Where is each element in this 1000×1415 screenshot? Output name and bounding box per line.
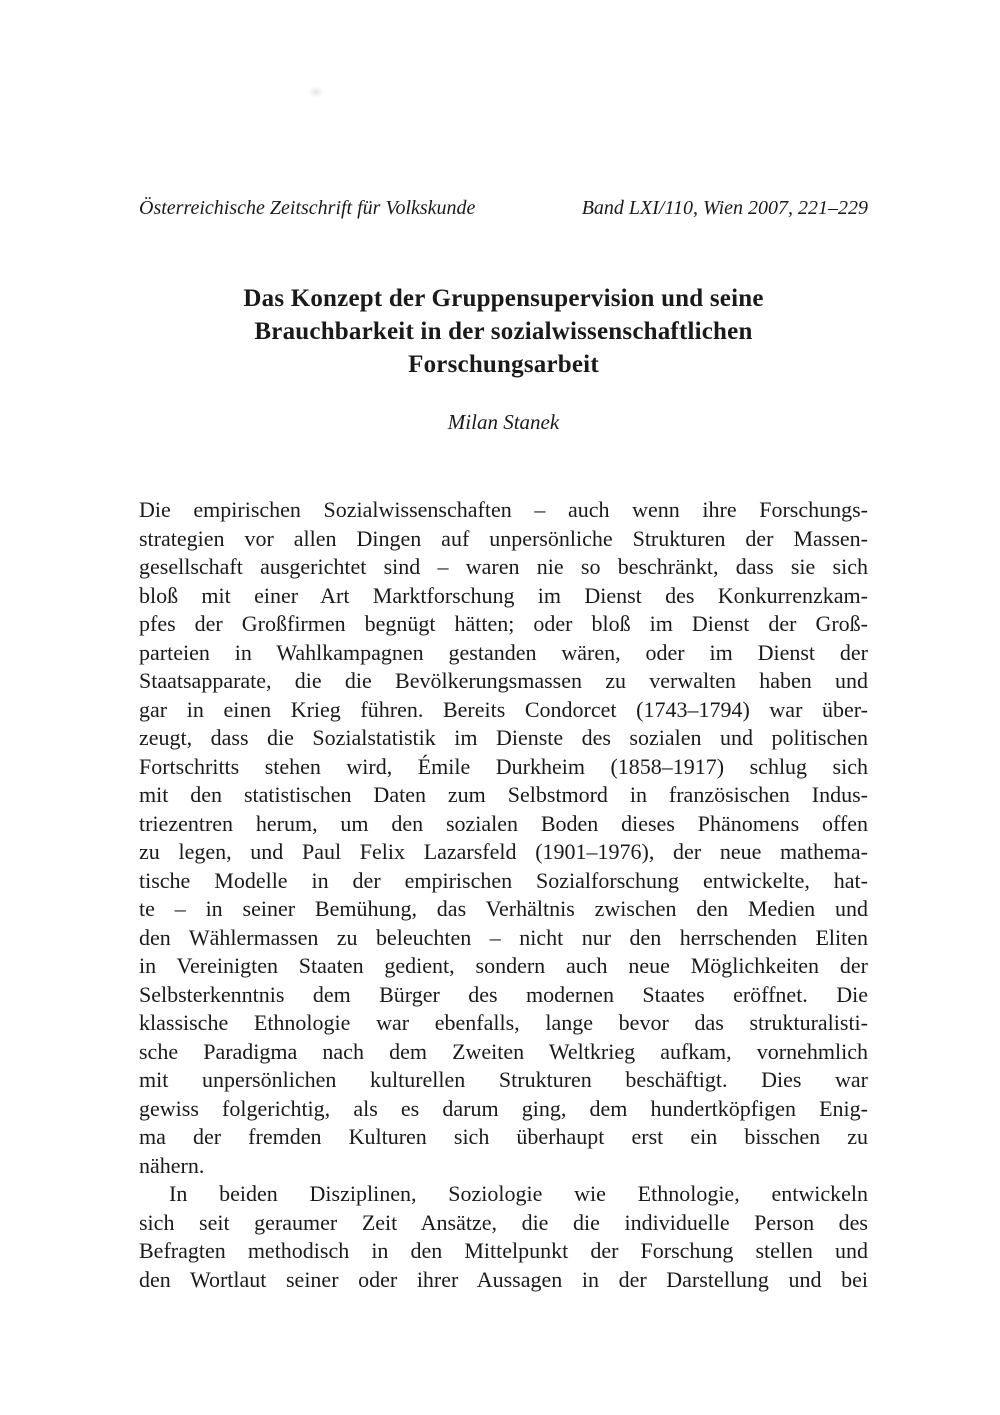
text-line: In beiden Disziplinen, Soziologie wie Ethnologie, entwickeln (169, 1181, 868, 1206)
journal-name: Österreichische Zeitschrift für Volkskunde (139, 197, 476, 219)
text-line: Selbsterkenntnis dem Bürger des modernen Staates eröffnet. Die (139, 981, 868, 1007)
title-line: Brauchbarkeit in der sozialwissenschaftlichen (254, 318, 753, 345)
text-line: te – in seiner Bemühung, das Verhältnis zwischen den Medien und (139, 896, 868, 921)
text-line: zu legen, und Paul Felix Lazarsfeld (1901–1976), der neue mathema- (139, 839, 868, 864)
text-line: triezentren herum, um den sozialen Boden dieses Phänomens offen (139, 810, 868, 836)
text-line: den Wortlaut seiner oder ihrer Aussagen in der Darstellung und bei (139, 1266, 868, 1292)
text-line: Die empirischen Sozialwissenschaften – auch wenn ihre Forschungs- (139, 497, 868, 522)
text-line: Fortschritts stehen wird, Émile Durkheim (1858–1917) schlug sich (139, 753, 868, 779)
text-line: mit unpersönlichen kulturellen Strukturen beschäftigt. Dies war (139, 1067, 868, 1092)
text-line: klassische Ethnologie war ebenfalls, lange bevor das strukturalisti- (139, 1010, 868, 1035)
scan-smudge (308, 86, 324, 98)
text-line: den Wählermassen zu beleuchten – nicht nur den herrschenden Eliten (139, 924, 868, 950)
text-line: gesellschaft ausgerichtet sind – waren nie so beschränkt, dass sie sich (139, 554, 868, 579)
text-line: gewiss folgerichtig, als es darum ging, dem hundertköpfigen Enig- (139, 1095, 868, 1121)
text-line: gar in einen Krieg führen. Bereits Condorcet (1743–1794) war über- (139, 696, 868, 722)
text-line: mit den statistischen Daten zum Selbstmord in französischen Indus- (139, 782, 868, 807)
text-line: ma der fremden Kulturen sich überhaupt erst ein bisschen zu (139, 1124, 868, 1149)
text-line: parteien in Wahlkampagnen gestanden wären, oder im Dienst der (139, 639, 868, 665)
page-header (139, 196, 868, 220)
text-line: Befragten methodisch in den Mittelpunkt der Forschung stellen und (139, 1238, 868, 1263)
text-line: pfes der Großfirmen begnügt hätten; oder bloß im Dienst der Groß- (139, 611, 868, 636)
text-line: tische Modelle in der empirischen Sozialforschung entwickelte, hat- (139, 867, 868, 893)
text-line: Staatsapparate, die die Bevölkerungsmassen zu verwalten haben und (139, 668, 868, 693)
text-line: in Vereinigten Staaten gedient, sondern auch neue Möglichkeiten der (139, 953, 868, 978)
text-line: nähern. (139, 1152, 205, 1178)
text-line: strategien vor allen Dingen auf unpersönliche Strukturen der Massen- (139, 525, 868, 551)
issue-info: Band LXI/110, Wien 2007, 221–229 (581, 197, 868, 219)
text-line: sich seit geraumer Zeit Ansätze, die die individuelle Person des (139, 1209, 868, 1235)
article-title (139, 282, 868, 381)
article-body (139, 496, 868, 1294)
text-line: bloß mit einer Art Marktforschung im Dienst des Konkurrenzkam- (139, 582, 868, 608)
title-line: Das Konzept der Gruppensupervision und seine (243, 285, 764, 312)
title-line: Forschungsarbeit (408, 351, 599, 378)
author-name: Milan Stanek (447, 410, 560, 434)
text-line: zeugt, dass die Sozialstatistik im Dienste des sozialen und politischen (139, 725, 868, 750)
text-line: sche Paradigma nach dem Zweiten Weltkrieg aufkam, vornehmlich (139, 1038, 868, 1064)
